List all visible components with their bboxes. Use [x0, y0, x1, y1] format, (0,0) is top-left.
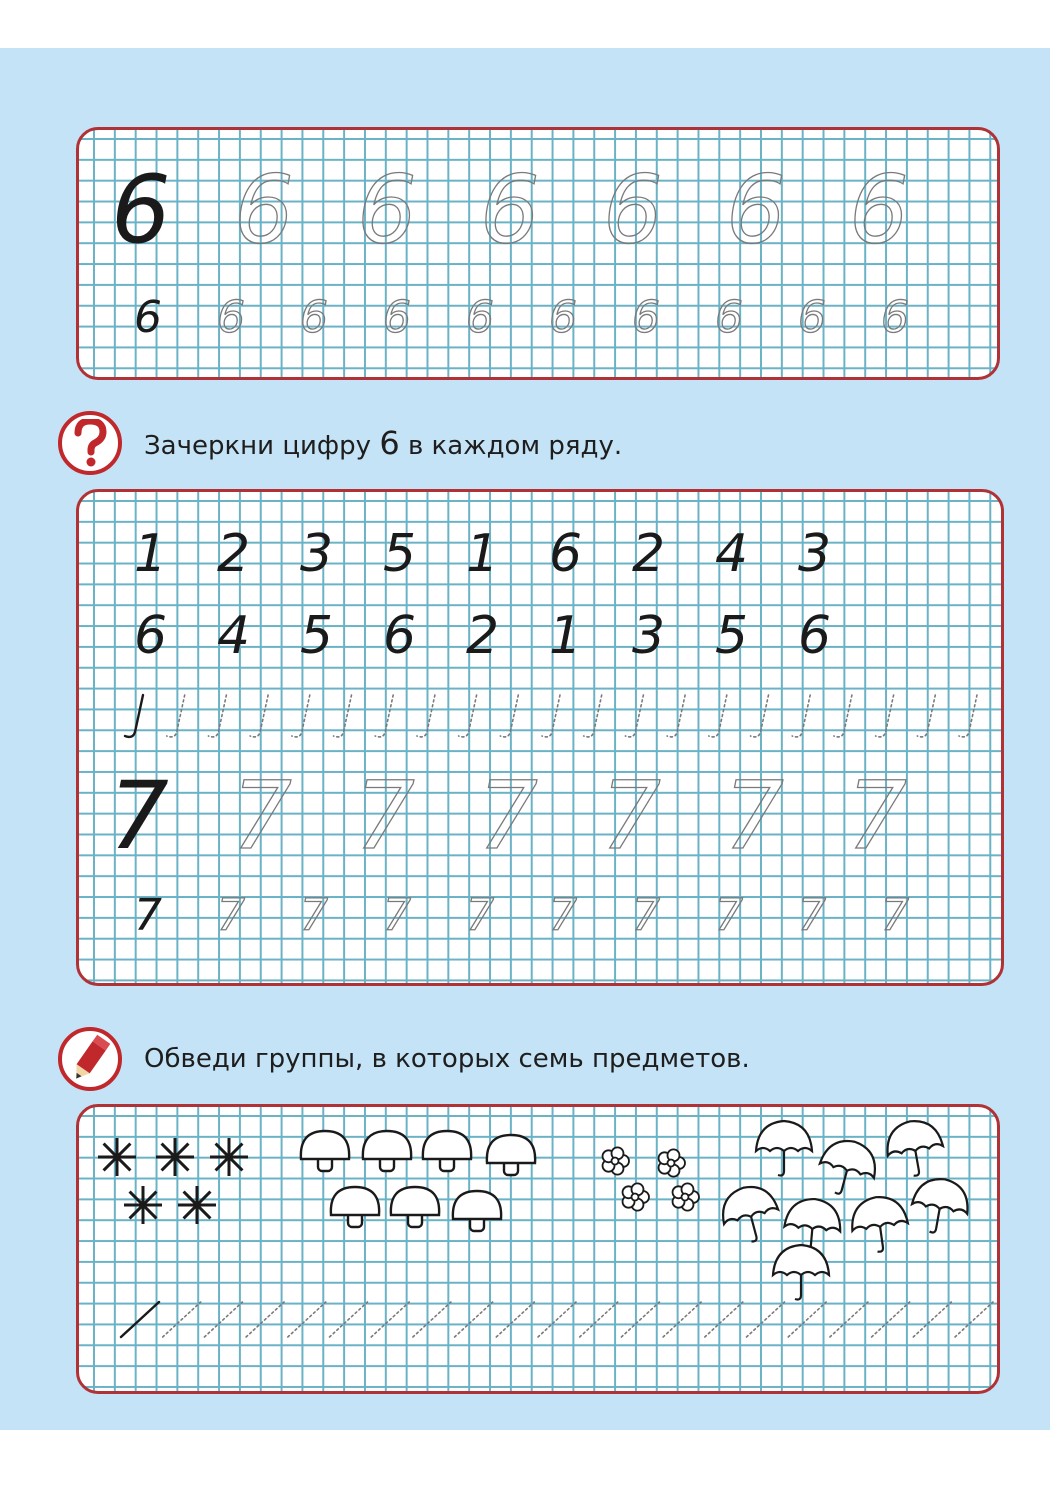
groups-drawing — [79, 1107, 997, 1391]
p2-row1-glyph: 3 — [300, 524, 334, 584]
p2-seven-big-glyph: 7 — [724, 762, 784, 871]
mushroom-mark — [331, 1187, 379, 1227]
umbrella-mark — [883, 1116, 948, 1179]
hook-stroke — [709, 695, 727, 737]
hook-stroke — [292, 695, 310, 737]
slash-practice-row — [121, 1302, 993, 1337]
slash-stroke — [288, 1302, 326, 1337]
p2-seven-small-glyph: 7 — [881, 890, 909, 941]
p1-small-glyph: 6 — [881, 292, 909, 343]
p1-small-glyph: 6 — [549, 292, 577, 343]
p2-seven-big-glyph: 7 — [355, 762, 415, 871]
p1-small-glyph: 6 — [715, 292, 743, 343]
hook-stroke — [959, 695, 977, 737]
p2-seven-big-glyph: 7 — [232, 762, 292, 871]
mushroom-mark — [363, 1131, 411, 1171]
stars-group — [98, 1138, 248, 1224]
slash-stroke — [163, 1302, 201, 1337]
p2-row2-glyph: 5 — [300, 606, 334, 666]
slash-stroke — [747, 1302, 785, 1337]
task-cross-out — [58, 408, 622, 478]
hook-stroke — [667, 695, 685, 737]
hook-stroke — [500, 695, 518, 737]
p2-seven-big-glyph: 7 — [847, 762, 907, 871]
umbrella-mark — [773, 1245, 829, 1300]
hook-stroke — [250, 695, 268, 737]
p2-row2-glyph: 6 — [383, 606, 417, 666]
groups-panel — [76, 1104, 1000, 1394]
hook-stroke — [834, 695, 852, 737]
umbrella-mark — [908, 1174, 973, 1237]
hook-stroke — [334, 695, 352, 737]
p2-row2-glyph: 6 — [134, 606, 168, 666]
flower-mark — [623, 1183, 649, 1210]
slash-stroke — [204, 1302, 242, 1337]
star-mark — [210, 1138, 248, 1176]
p2-row1-glyph: 6 — [549, 524, 583, 584]
p2-seven-small-glyph: 7 — [715, 890, 743, 941]
flowers-group — [603, 1147, 699, 1210]
p2-seven-small-glyph: 7 — [549, 890, 577, 941]
p1-small-glyph: 6 — [798, 292, 826, 343]
slash-stroke — [413, 1302, 451, 1337]
p1-big-glyph: 6 — [111, 156, 171, 265]
p2-row2-glyph: 3 — [632, 606, 666, 666]
hook-stroke — [375, 695, 393, 737]
hook-stroke — [876, 695, 894, 737]
hook-stroke — [542, 695, 560, 737]
hook-stroke — [625, 695, 643, 737]
umbrellas-group — [716, 1116, 972, 1299]
p2-row2-glyph: 4 — [217, 606, 251, 666]
slash-stroke — [705, 1302, 743, 1337]
p2-seven-small-glyph: 7 — [466, 890, 494, 941]
p2-seven-small-glyph: 7 — [217, 890, 245, 941]
p1-big-glyph: 6 — [849, 156, 909, 265]
p1-big-glyph: 6 — [480, 156, 540, 265]
flower-mark — [603, 1147, 629, 1174]
star-mark — [178, 1186, 216, 1224]
digits-panel — [76, 489, 1004, 986]
hook-stroke — [167, 695, 185, 737]
slash-stroke — [830, 1302, 868, 1337]
p2-seven-small-glyph: 7 — [383, 890, 411, 941]
slash-stroke — [371, 1302, 409, 1337]
slash-stroke — [872, 1302, 910, 1337]
hook-stroke — [208, 695, 226, 737]
p1-small-glyph: 6 — [632, 292, 660, 343]
mushroom-mark — [453, 1191, 501, 1231]
slash-stroke — [621, 1302, 659, 1337]
p2-seven-big-glyph: 7 — [601, 762, 661, 871]
p2-row1-glyph: 3 — [798, 524, 832, 584]
hook-stroke — [125, 695, 143, 737]
slash-stroke — [246, 1302, 284, 1337]
mushroom-mark — [301, 1131, 349, 1171]
p1-big-glyph: 6 — [726, 156, 786, 265]
hook-stroke — [584, 695, 602, 737]
star-mark — [156, 1138, 194, 1176]
mushroom-mark — [391, 1187, 439, 1227]
umbrella-mark — [756, 1121, 812, 1176]
slash-stroke — [330, 1302, 368, 1337]
p2-seven-small-glyph: 7 — [134, 890, 162, 941]
p2-seven-small-glyph: 7 — [300, 890, 328, 941]
flower-mark — [673, 1183, 699, 1210]
task-circle-groups-text: Обведи группы, в которых семь предметов. — [144, 1044, 750, 1074]
p1-small-glyph: 6 — [383, 292, 411, 343]
slash-stroke — [663, 1302, 701, 1337]
p2-seven-small-glyph: 7 — [798, 890, 826, 941]
p2-row1-glyph: 4 — [715, 524, 749, 584]
p2-row2-glyph: 6 — [798, 606, 832, 666]
task-cross-out-text: Зачеркни цифру 6 в каждом ряду. — [144, 424, 623, 462]
slash-stroke — [788, 1302, 826, 1337]
p2-seven-big-glyph: 7 — [478, 762, 538, 871]
hook-stroke — [751, 695, 769, 737]
slash-stroke — [496, 1302, 534, 1337]
p2-seven-small-glyph: 7 — [632, 890, 660, 941]
star-mark — [98, 1138, 136, 1176]
star-mark — [124, 1186, 162, 1224]
umbrella-mark — [848, 1193, 911, 1255]
p2-row2-glyph: 5 — [715, 606, 749, 666]
p1-small-glyph: 6 — [134, 292, 162, 343]
task-circle-groups — [58, 1024, 750, 1094]
slash-stroke — [121, 1302, 159, 1337]
mushrooms-group — [301, 1131, 535, 1231]
p2-seven-big-glyph: 7 — [109, 762, 169, 871]
p2-row1-glyph: 5 — [383, 524, 417, 584]
mushroom-mark — [487, 1135, 535, 1175]
slash-stroke — [955, 1302, 993, 1337]
p1-big-glyph: 6 — [357, 156, 417, 265]
mushroom-mark — [423, 1131, 471, 1171]
p1-big-glyph: 6 — [234, 156, 294, 265]
slash-stroke — [538, 1302, 576, 1337]
flower-mark — [659, 1149, 685, 1176]
p1-small-glyph: 6 — [217, 292, 245, 343]
pencil-icon — [58, 1027, 122, 1091]
p2-row2-glyph: 1 — [549, 606, 583, 666]
slash-stroke — [455, 1302, 493, 1337]
umbrella-mark — [814, 1135, 882, 1202]
p2-row1-glyph: 2 — [632, 524, 666, 584]
hook-stroke — [792, 695, 810, 737]
p2-row2-glyph: 2 — [466, 606, 500, 666]
slash-stroke — [913, 1302, 951, 1337]
question-mark-icon — [58, 411, 122, 475]
p1-small-glyph: 6 — [300, 292, 328, 343]
hook-stroke — [417, 695, 435, 737]
p2-row1-glyph: 2 — [217, 524, 251, 584]
hook-stroke — [459, 695, 477, 737]
six-practice-panel — [76, 127, 1000, 380]
p1-big-glyph: 6 — [603, 156, 663, 265]
slash-stroke — [580, 1302, 618, 1337]
umbrella-mark — [716, 1181, 784, 1248]
p1-small-glyph: 6 — [466, 292, 494, 343]
hook-stroke — [917, 695, 935, 737]
p2-row1-glyph: 1 — [466, 524, 500, 584]
p2-row1-glyph: 1 — [134, 524, 168, 584]
